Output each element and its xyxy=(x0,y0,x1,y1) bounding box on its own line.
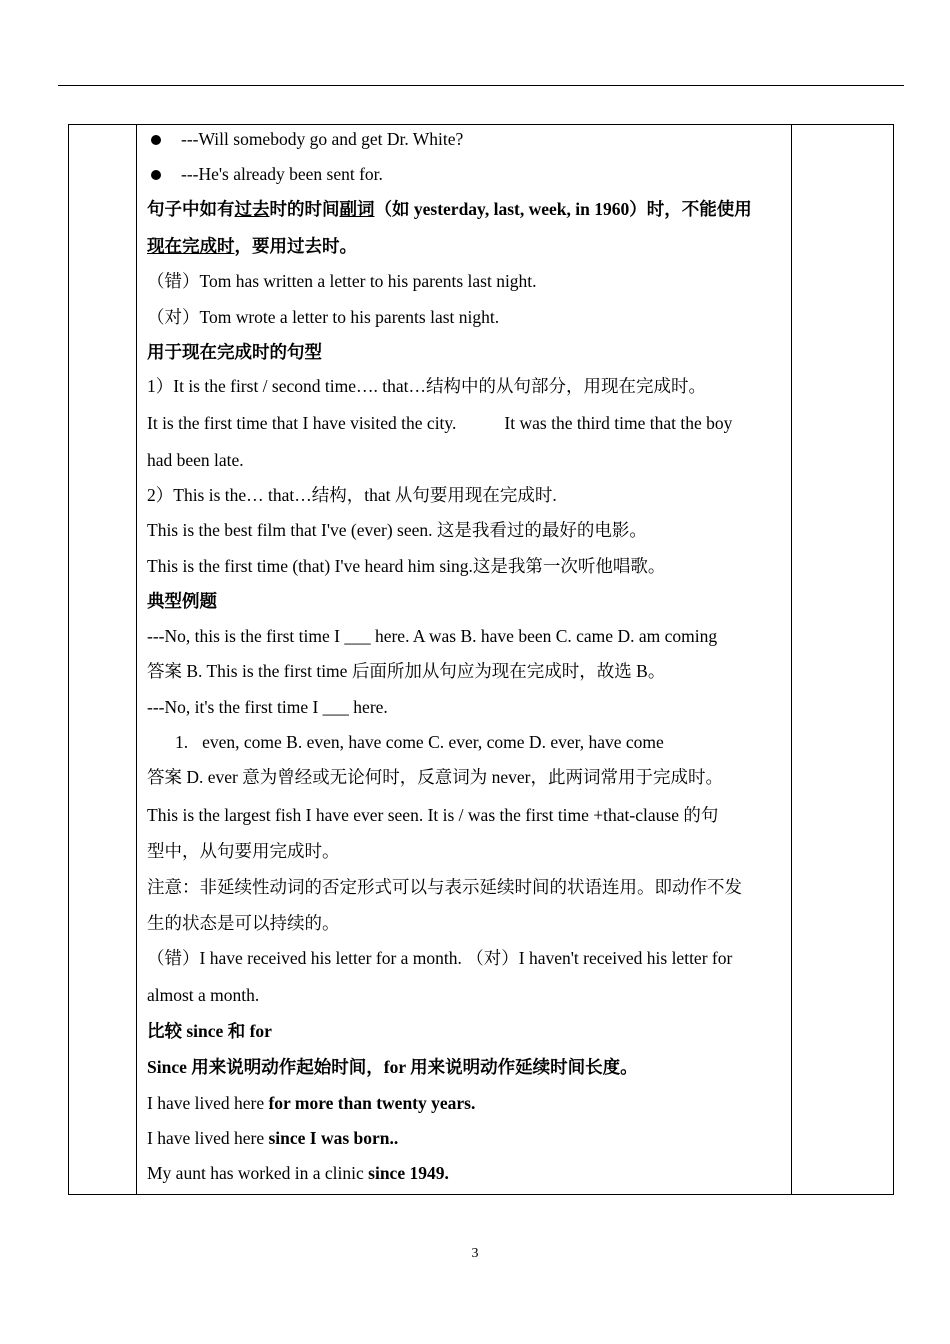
section-heading: 用于现在完成时的句型 xyxy=(147,342,322,362)
question-2: ---No, it's the first time I ___ here. xyxy=(147,697,388,717)
header-rule xyxy=(58,85,904,86)
section-heading: 比较 since 和 for xyxy=(147,1021,272,1041)
example-since: My aunt has worked in a clinic since 1949. xyxy=(147,1163,449,1183)
pattern-1-example-cont: had been late. xyxy=(147,450,244,470)
answer-2: 答案 D. ever 意为曾经或无论何时，反意词为 never，此两词常用于完成时。 xyxy=(147,767,723,787)
content-table xyxy=(68,124,894,1195)
answer-2-example: This is the largest fish I have ever seen. It is / was the first time +that-clause 的句 xyxy=(147,805,719,825)
pattern-2: 2）This is the… that…结构，that 从句要用现在完成时. xyxy=(147,485,557,505)
right-example: （对）Tom wrote a letter to his parents last night. xyxy=(147,307,500,327)
rule-line-1: 句子中如有过去时的时间副词（如 yesterday, last, week, in 1960）时，不能使用 xyxy=(147,199,752,219)
note-cont: 生的状态是可以持续的。 xyxy=(147,913,340,933)
page-number: 3 xyxy=(471,1246,479,1261)
bullet-item: ---Will somebody go and get Dr. White? xyxy=(147,127,785,151)
example-for: I have lived here for more than twenty years. xyxy=(147,1093,476,1113)
note-example: （错）I have received his letter for a month. （对）I haven't received his letter for xyxy=(147,948,733,968)
rule-line-2: 现在完成时，要用过去时。 xyxy=(147,236,357,256)
wrong-example: （错）Tom has written a letter to his parents last night. xyxy=(147,271,537,291)
note: 注意：非延续性动词的否定形式可以与表示延续时间的状语连用。即动作不发 xyxy=(147,877,742,897)
pattern-1-example: It is the first time that I have visited the city. It was the third time that the boy xyxy=(147,413,733,433)
table-right-column xyxy=(791,125,893,1194)
question-1: ---No, this is the first time I ___ here. A was B. have been C. came D. am coming xyxy=(147,626,718,646)
answer-1: 答案 B. This is the first time 后面所加从句应为现在完成时，故选 B。 xyxy=(147,661,666,681)
pattern-1: 1）It is the first / second time…. that…结构中的从句部分，用现在完成时。 xyxy=(147,376,706,396)
question-2-options: 1. even, come B. even, have come C. ever, come D. ever, have come xyxy=(175,732,664,752)
section-heading: 典型例题 xyxy=(147,591,217,611)
pattern-2-example: This is the first time (that) I've heard him sing.这是我第一次听他唱歌。 xyxy=(147,556,666,576)
table-left-column xyxy=(69,125,137,1194)
bullet-dot-icon xyxy=(151,135,161,145)
note-example-cont: almost a month. xyxy=(147,985,260,1005)
compare-description: Since 用来说明动作起始时间，for 用来说明动作延续时间长度。 xyxy=(147,1057,638,1077)
example-since: I have lived here since I was born.. xyxy=(147,1128,399,1148)
answer-2-example-cont: 型中，从句要用完成时。 xyxy=(147,841,340,861)
pattern-2-example: This is the best film that I've (ever) seen. 这是我看过的最好的电影。 xyxy=(147,520,647,540)
bullet-item: ---He's already been sent for. xyxy=(147,162,785,186)
bullet-dot-icon xyxy=(151,170,161,180)
